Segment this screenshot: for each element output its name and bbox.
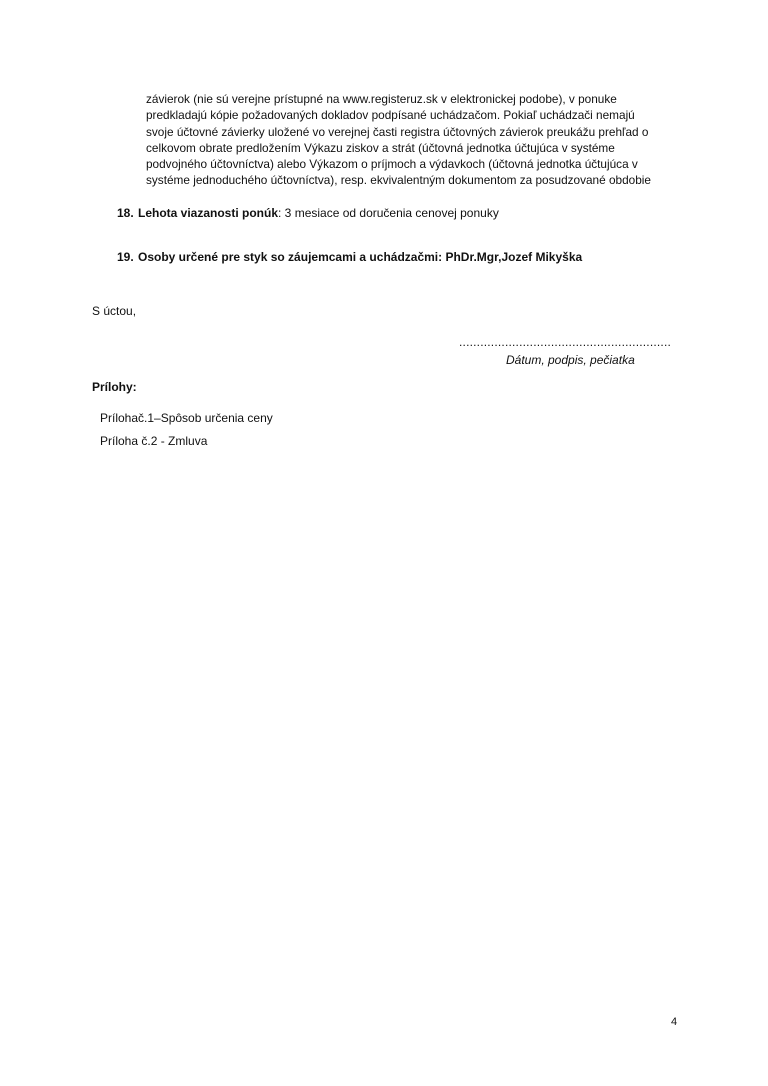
eligibility-paragraph [146, 91, 676, 189]
paragraph-line: celkovom obrate predložením Výkazu ziskov a strát (účtovná jednotka účtujúca v systéme [146, 140, 615, 155]
page-number: 4 [671, 1016, 678, 1028]
paragraph-line: systéme jednoduchého účtovníctva), resp. ekvivalentným dokumentom za posudzované obdobie [146, 173, 651, 188]
item-19 [117, 250, 582, 264]
signature-label: Dátum, podpis, pečiatka [506, 353, 635, 367]
item-label: Osoby určené pre styk so záujemcami a uchádzačmi: PhDr.Mgr,Jozef Mikyška [138, 250, 583, 264]
paragraph-line: závierok (nie sú verejne prístupné na www.registeruz.sk v elektronickej podobe), v ponuke [146, 92, 617, 106]
item-18 [117, 206, 499, 220]
attachment-item: Príloha č.2 - Zmluva [100, 434, 208, 448]
item-number: 18. [117, 206, 134, 220]
signature-line: ............................................................ [459, 335, 672, 349]
paragraph-line: podvojného účtovníctva) alebo Výkazom o príjmoch a výdavkoch (účtovná jednotka účtujúca v [146, 157, 638, 172]
paragraph-line: svoje účtovné závierky uložené vo verejnej časti registra účtovných závierok preukážu prehľad o [146, 124, 649, 139]
attachment-item: Prílohač.1–Spôsob určenia ceny [100, 411, 273, 425]
item-label: Lehota viazanosti ponúk [138, 206, 279, 220]
paragraph-line: predkladajú kópie požadovaných dokladov podpísané uchádzačom. Pokiaľ uchádzači nemajú [146, 108, 635, 123]
attachments-heading: Prílohy: [92, 380, 137, 394]
item-text: : 3 mesiace od doručenia cenovej ponuky [278, 206, 499, 220]
item-number: 19. [117, 250, 134, 264]
salutation: S úctou, [92, 304, 137, 318]
